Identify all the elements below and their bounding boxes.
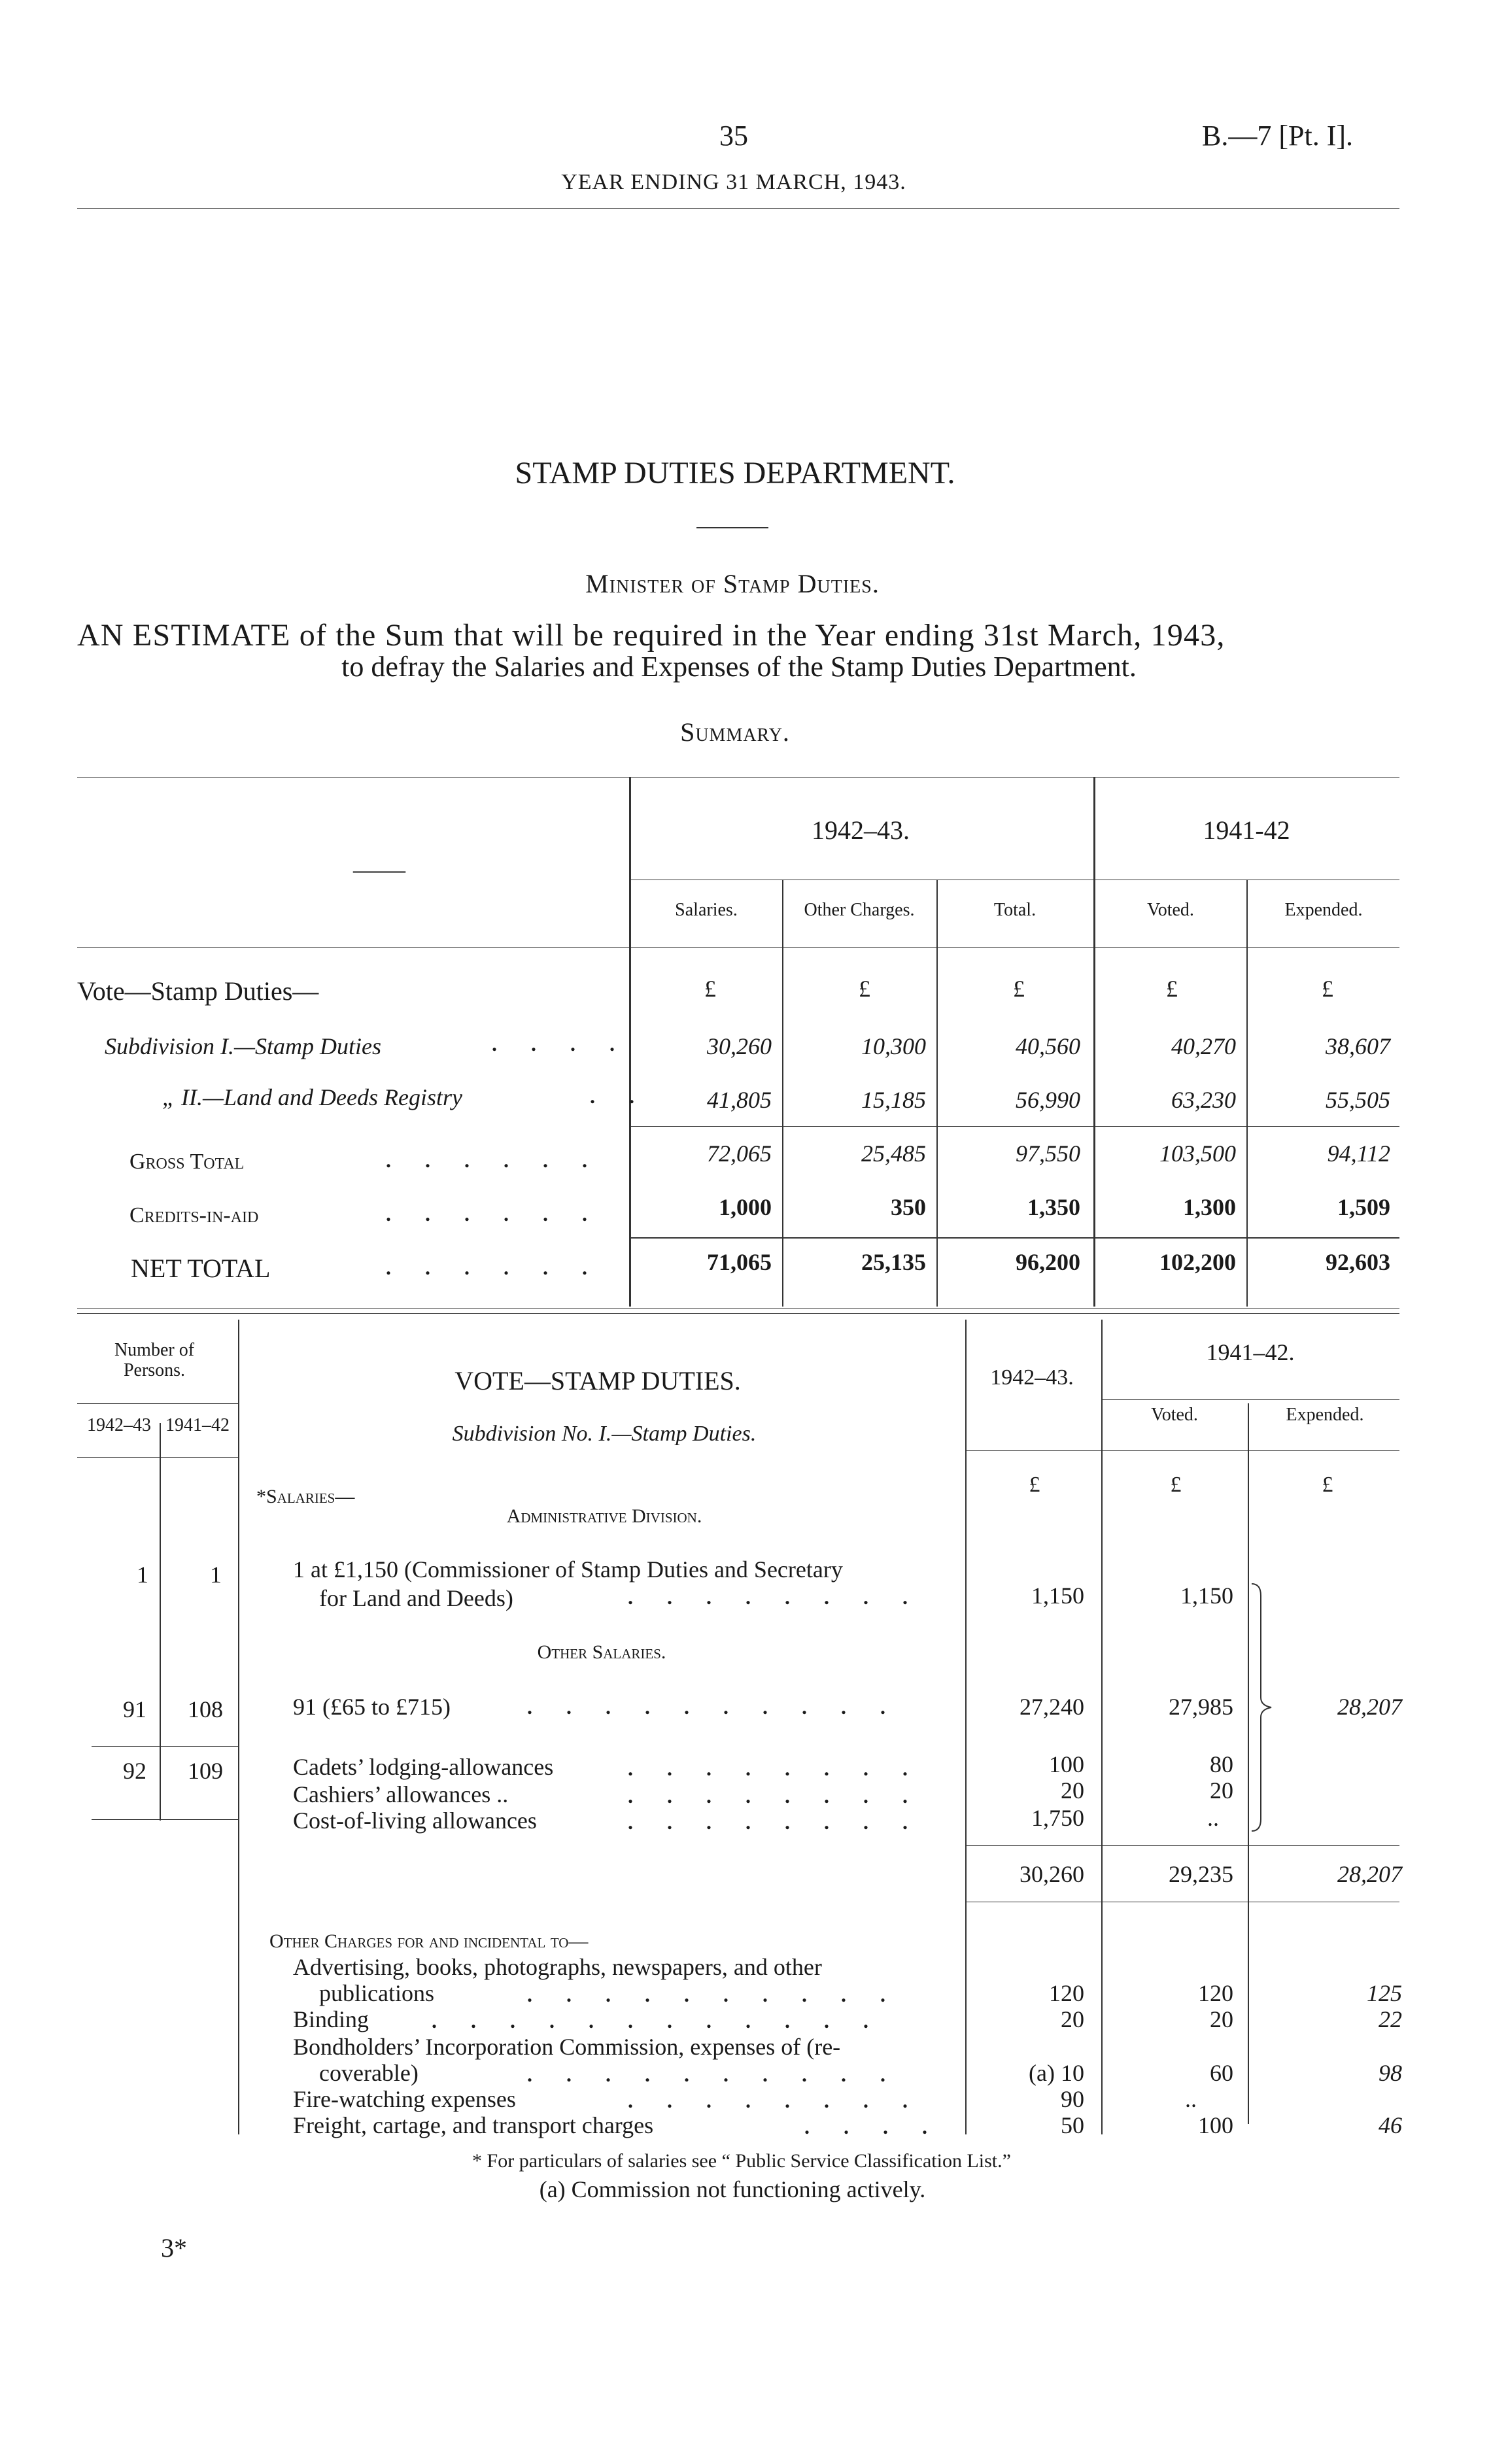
summary-bottom-rule [77, 1308, 1399, 1309]
detail-col-header: Voted. [1151, 1405, 1198, 1425]
persons-subtotal-rule [92, 1746, 238, 1747]
detail-cell: 20 [1210, 1777, 1233, 1804]
detail-header-rule [77, 1403, 238, 1404]
detail-cell: 20 [1061, 2006, 1084, 2032]
leader-dots: . . . . . . [386, 1202, 602, 1225]
detail-cell: 46 [1379, 2112, 1402, 2138]
administrative-division-heading: Administrative Division. [506, 1505, 702, 1527]
detail-divider [238, 1320, 239, 2134]
persons-col-header: 1941–42 [165, 1415, 230, 1435]
leader-dots: . . . . . . [386, 1256, 602, 1279]
commissioner-line: for Land and Deeds) [319, 1585, 513, 1611]
summary-heading: Summary. [680, 717, 790, 747]
leader-dots: . . . . . . . . . . [527, 2062, 900, 2086]
detail-cell: 120 [1049, 1980, 1084, 2006]
leader-dots: . . . . . . . . . . [527, 1983, 900, 2006]
detail-total-cell: 28,207 [1337, 1861, 1402, 1887]
detail-year-current: 1942–43. [990, 1365, 1074, 1390]
charge-label: Freight, cartage, and transport charges [293, 2112, 654, 2138]
persons-cell: 108 [188, 1696, 223, 1722]
summary-cell: 40,560 [1016, 1033, 1080, 1059]
detail-header-rule [965, 1450, 1399, 1451]
currency-symbol: £ [1029, 1473, 1040, 1497]
leader-dots: . . . . [804, 2115, 942, 2138]
page-number: 35 [719, 120, 748, 152]
summary-col-header: Other Charges. [804, 900, 915, 920]
brace-icon [1249, 1583, 1288, 1832]
detail-cell: 20 [1061, 1777, 1084, 1804]
summary-cell: 55,505 [1326, 1087, 1390, 1113]
summary-row-label: Credits-in-aid [129, 1203, 259, 1227]
detail-cell: 100 [1049, 1751, 1084, 1777]
summary-divider [629, 777, 631, 1307]
detail-cell: .. [1207, 1805, 1219, 1831]
title-short-rule [696, 527, 768, 528]
summary-cell: 72,065 [707, 1140, 772, 1167]
summary-col-header: Expended. [1284, 900, 1363, 920]
document-reference: B.—7 [Pt. I]. [1202, 120, 1353, 152]
allowance-label: Cost-of-living allowances [293, 1807, 537, 1834]
detail-divider [965, 1320, 967, 2134]
summary-cell: 1,509 [1337, 1194, 1390, 1220]
persons-cell: 1 [137, 1562, 148, 1588]
summary-divider [1246, 880, 1248, 1307]
charge-label: Advertising, books, photographs, newspapers, and other [293, 1954, 822, 1980]
subdivision-heading: Subdivision No. I.—Stamp Duties. [452, 1422, 757, 1446]
charge-label: Bondholders’ Incorporation Commission, expenses of (re- [293, 2034, 841, 2060]
detail-cell: 80 [1210, 1751, 1233, 1777]
summary-col-header: Total. [993, 900, 1037, 920]
summary-total-rule [629, 1237, 1399, 1239]
summary-row-label: Subdivision I.—Stamp Duties [105, 1033, 381, 1059]
summary-cell: 350 [891, 1194, 926, 1220]
summary-cell: 25,485 [861, 1140, 926, 1167]
leader-dots: . . . . . . . . . . [527, 1695, 900, 1719]
leader-dots: . . . . . . . . [628, 1585, 922, 1609]
charge-label: publications [319, 1980, 434, 2006]
currency-symbol: £ [1322, 1473, 1333, 1497]
detail-cell: 1,150 [1031, 1583, 1084, 1609]
allowance-label: Cashiers’ allowances .. [293, 1781, 509, 1807]
summary-subtotal-rule [629, 1126, 1399, 1127]
year-ending-line: YEAR ENDING 31 MARCH, 1943. [561, 170, 906, 194]
detail-col-header: Expended. [1286, 1405, 1364, 1425]
summary-cell: 1,350 [1027, 1194, 1080, 1220]
summary-divider [782, 880, 783, 1307]
currency-symbol: £ [704, 976, 716, 1002]
summary-cell: 97,550 [1016, 1140, 1080, 1167]
detail-total-cell: 29,235 [1169, 1861, 1233, 1887]
persons-header: Number of Persons. [114, 1340, 195, 1380]
other-charges-heading: Other Charges for and incidental to— [269, 1930, 589, 1952]
currency-symbol: £ [1170, 1473, 1182, 1497]
detail-cell: 50 [1061, 2112, 1084, 2138]
summary-stub-dash: —— [353, 855, 405, 884]
currency-symbol: £ [1166, 976, 1178, 1002]
other-salaries-heading: Other Salaries. [537, 1641, 666, 1663]
summary-cell: 71,065 [707, 1249, 772, 1275]
estimate-line-1: AN ESTIMATE of the Sum that will be required in the Year ending 31st March, 1943, [77, 618, 1225, 653]
charge-label: coverable) [319, 2060, 419, 2086]
summary-cell: 1,000 [719, 1194, 772, 1220]
detail-cell: 60 [1210, 2060, 1233, 2086]
summary-cell: 25,135 [861, 1249, 926, 1275]
detail-cell: 27,240 [1020, 1694, 1084, 1720]
summary-cell: 10,300 [861, 1033, 926, 1059]
detail-total-cell: 30,260 [1020, 1861, 1084, 1887]
summary-cell: 40,270 [1171, 1033, 1236, 1059]
summary-cell: 30,260 [707, 1033, 772, 1059]
detail-divider [1101, 1320, 1103, 2134]
detail-cell: 120 [1198, 1980, 1233, 2006]
summary-header-bottom-rule [77, 947, 1399, 948]
currency-symbol: £ [859, 976, 870, 1002]
persons-cell: 92 [123, 1758, 146, 1784]
summary-cell: 102,200 [1159, 1249, 1236, 1275]
summary-cell: 15,185 [861, 1087, 926, 1113]
sheet-signature-mark: 3* [161, 2233, 187, 2263]
leader-dots: . . . . . . . . . . . . [432, 2009, 883, 2032]
detail-cell: 1,750 [1031, 1805, 1084, 1831]
charge-label: Binding [293, 2006, 369, 2032]
persons-col-header: 1942–43 [87, 1415, 151, 1435]
leader-dots: . . . . . . [386, 1148, 602, 1172]
salaries-total-rule [965, 1845, 1399, 1846]
detail-year-previous: 1941–42. [1206, 1339, 1295, 1365]
detail-cell: .. [1185, 2086, 1197, 2112]
detail-cell: 98 [1379, 2060, 1402, 2086]
detail-cell: 125 [1367, 1980, 1402, 2006]
persons-cell: 91 [123, 1696, 146, 1722]
summary-divider [936, 880, 938, 1307]
summary-cell: 92,603 [1326, 1249, 1390, 1275]
commissioner-line: 1 at £1,150 (Commissioner of Stamp Duties and Secretary [293, 1556, 843, 1583]
detail-cell: 27,985 [1169, 1694, 1233, 1720]
detail-cell: (a) 10 [1029, 2060, 1084, 2086]
leader-dots: . . . . [492, 1032, 629, 1055]
allowance-label: Cadets’ lodging-allowances [293, 1754, 554, 1780]
summary-row-label: „ II.—Land and Deeds Registry [162, 1084, 462, 1110]
detail-cell: 22 [1379, 2006, 1402, 2032]
summary-bottom-rule [77, 1313, 1399, 1314]
leader-dots: . . . . . . . . [628, 1784, 922, 1807]
salaries-footnote: * For particulars of salaries see “ Public Service Classification List.” [472, 2150, 1011, 2172]
summary-divider [1093, 777, 1095, 1307]
summary-top-rule [77, 777, 1399, 778]
summary-cell: 63,230 [1171, 1087, 1236, 1113]
summary-col-header: Salaries. [675, 900, 738, 920]
persons-cell: 109 [188, 1758, 223, 1784]
header-rule [77, 208, 1399, 209]
department-title: STAMP DUTIES DEPARTMENT. [515, 456, 955, 490]
persons-cell: 1 [210, 1562, 222, 1588]
summary-cell: 94,112 [1327, 1140, 1390, 1167]
detail-cell: 90 [1061, 2086, 1084, 2112]
summary-row-label: Gross Total [129, 1150, 245, 1174]
summary-cell: 41,805 [707, 1087, 772, 1113]
detail-header-rule [1101, 1399, 1399, 1400]
salaries-heading: *Salaries— [256, 1486, 355, 1507]
detail-cell: 28,207 [1337, 1694, 1402, 1720]
leader-dots: . . [590, 1084, 649, 1108]
summary-cell: 96,200 [1016, 1249, 1080, 1275]
charge-label: Fire-watching expenses [293, 2086, 516, 2112]
summary-col-header: Voted. [1147, 900, 1194, 920]
currency-symbol: £ [1013, 976, 1025, 1002]
summary-cell: 1,300 [1183, 1194, 1236, 1220]
summary-vote-label: Vote—Stamp Duties— [77, 976, 319, 1006]
estimate-line-2: to defray the Salaries and Expenses of the Stamp Duties Department. [341, 651, 1137, 683]
summary-year-previous: 1941-42 [1203, 815, 1290, 845]
detail-cell: 1,150 [1180, 1583, 1233, 1609]
summary-row-label: NET TOTAL [131, 1254, 271, 1283]
minister-heading: Minister of Stamp Duties. [585, 569, 880, 598]
vote-title: VOTE—STAMP DUTIES. [454, 1366, 741, 1395]
other-salaries-line: 91 (£65 to £715) [293, 1694, 451, 1720]
summary-cell: 103,500 [1159, 1140, 1236, 1167]
detail-cell: 100 [1198, 2112, 1233, 2138]
summary-cell: 38,607 [1326, 1033, 1390, 1059]
leader-dots: . . . . . . . . [628, 1810, 922, 1834]
leader-dots: . . . . . . . . [628, 1756, 922, 1780]
leader-dots: . . . . . . . . [628, 2089, 922, 2112]
detail-header-rule [77, 1457, 238, 1458]
summary-cell: 56,990 [1016, 1087, 1080, 1113]
detail-divider [160, 1423, 161, 1821]
currency-symbol: £ [1322, 976, 1333, 1002]
persons-total-rule [92, 1819, 238, 1820]
detail-cell: 20 [1210, 2006, 1233, 2032]
commission-footnote: (a) Commission not functioning actively. [539, 2176, 926, 2202]
summary-year-current: 1942–43. [812, 815, 910, 845]
